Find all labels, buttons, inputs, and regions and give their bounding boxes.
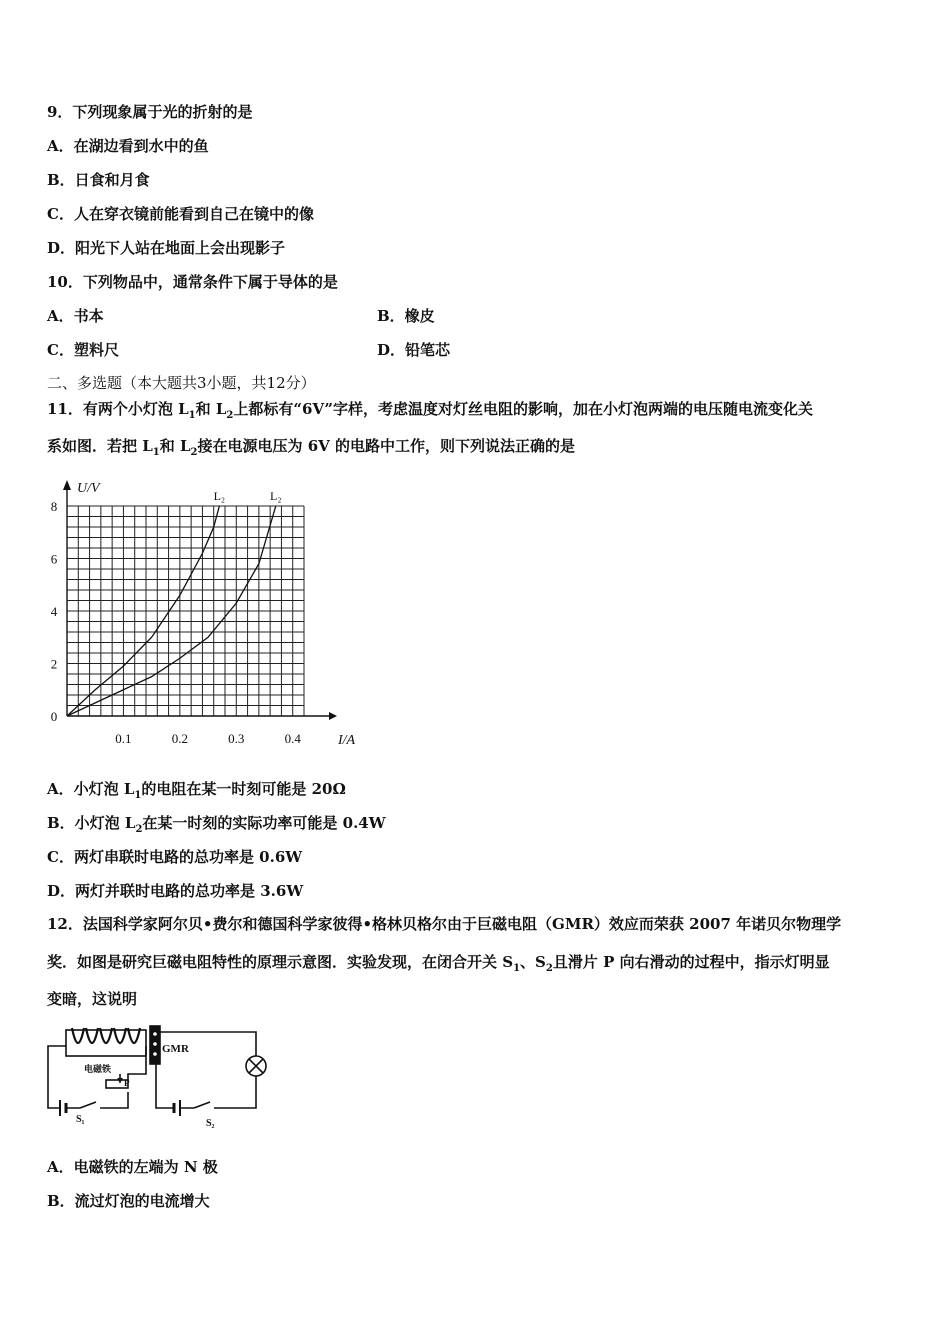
s1-label: S₁ (76, 1114, 85, 1125)
curve-label-2: L₂ (270, 489, 282, 503)
y-axis-label: U/V (77, 481, 100, 496)
q12-stem-line2: 奖．如图是研究巨磁电阻特性的原理示意图．实验发现，在闭合开关 $S_1$、$S_2$且滑片 P 向右滑动的过程中，指示灯明显 (47, 953, 830, 974)
y-tick-label: 6 (50, 551, 58, 567)
switch-s2 (194, 1102, 210, 1108)
q11-option-d: D．两灯并联时电路的总功率是 3.6W (47, 882, 304, 900)
q11-option-a: A．小灯泡 $L_1$的电阻在某一时刻可能是 20Ω (47, 780, 346, 801)
q11-stem-line1: 11．有两个小灯泡 $L_1$和 $L_2$上都标有“6V”字样，考虑温度对灯丝电阻的影响，加在小灯泡两端的电压随电流变化关 (47, 400, 813, 421)
q12-stem-line1: 12．法国科学家阿尔贝•费尔和德国科学家彼得•格林贝格尔由于巨磁电阻（GMR）效应而荣获 2007 年诺贝尔物理学 (47, 915, 842, 933)
chart-ticks (51, 481, 356, 748)
q9-option-b: B．日食和月食 (47, 171, 150, 189)
y-tick-label: 2 (50, 656, 58, 672)
x-axis-label: I/A (338, 733, 356, 748)
y-tick-label: 4 (50, 604, 58, 619)
q12-option-b: B．流过灯泡的电流增大 (47, 1192, 210, 1210)
curve-label-1: L₂ (213, 489, 226, 503)
x-tick-label: 0.3 (228, 731, 245, 746)
chart-grid (67, 506, 304, 716)
q9-stem: 9．下列现象属于光的折射的是 (47, 103, 253, 121)
q9-option-d: D．阳光下人站在地面上会出现影子 (47, 239, 286, 257)
y-tick-label: 0 (50, 709, 58, 724)
q11-option-b: B．小灯泡 $L_2$在某一时刻的实际功率可能是 0.4W (47, 814, 386, 835)
section-title: 二、多选题（本大题共3小题，共12分） (47, 374, 316, 392)
electromagnet-label: 电磁铁 (84, 1064, 112, 1074)
iu-chart (40, 476, 356, 756)
q11-stem-line2: 系如图．若把 $L_1$和 $L_2$接在电源电压为 6V 的电路中工作，则下列说法正确的是 (47, 437, 576, 458)
x-tick-label: 0.4 (284, 731, 301, 746)
gmr-circuit-diagram (40, 1022, 280, 1134)
q10-option-c: C．塑料尺 (47, 341, 119, 359)
q10-option-a: A．书本 (47, 307, 104, 325)
y-tick-label: 8 (50, 499, 58, 514)
q11-option-c: C．两灯串联时电路的总功率是 0.6W (47, 848, 303, 866)
s2-label: S₂ (206, 1118, 215, 1129)
q10-option-b: B．橡皮 (377, 307, 435, 325)
q9-option-c: C．人在穿衣镜前能看到自己在镜中的像 (47, 205, 314, 223)
x-tick-label: 0.1 (115, 731, 132, 746)
x-tick-label: 0.2 (171, 731, 188, 746)
q12-stem-line3: 变暗，这说明 (47, 990, 138, 1008)
switch-s1 (80, 1102, 96, 1108)
q10-stem: 10．下列物品中，通常条件下属于导体的是 (47, 273, 338, 291)
y-axis-arrow (63, 480, 71, 490)
q12-option-a: A．电磁铁的左端为 N 极 (47, 1158, 218, 1176)
chart-curves (67, 489, 282, 716)
slider-p (118, 1074, 122, 1082)
x-axis-arrow (329, 712, 337, 720)
q9-option-a: A．在湖边看到水中的鱼 (47, 137, 209, 155)
gmr-label: GMR (162, 1043, 189, 1055)
q10-option-d: D．铅笔芯 (377, 341, 451, 359)
slider-p-label: P (124, 1078, 130, 1088)
